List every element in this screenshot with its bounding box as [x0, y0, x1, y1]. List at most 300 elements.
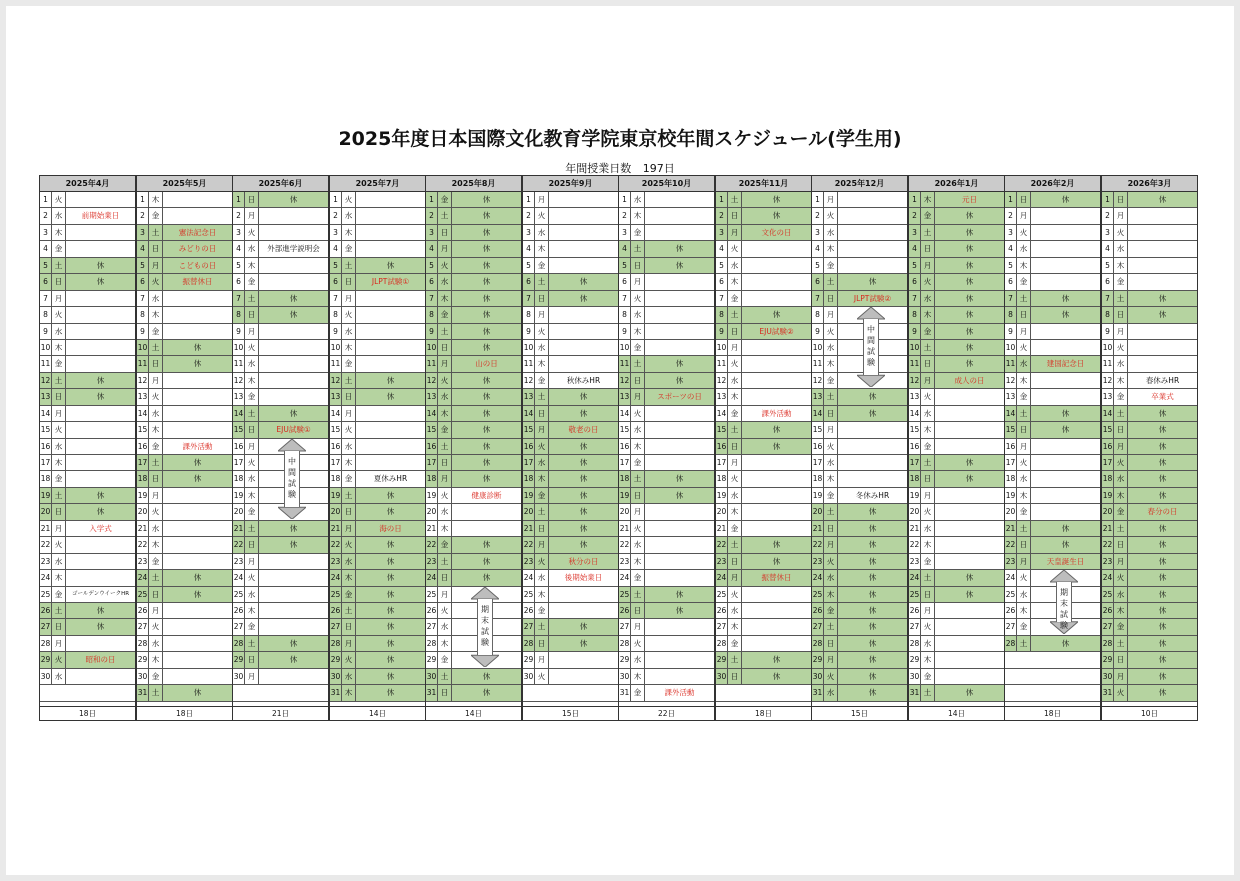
weekday: 日 [342, 389, 356, 404]
day-number: 29 [909, 652, 921, 667]
weekday: 水 [342, 208, 356, 223]
day-event: 休 [772, 556, 781, 566]
day-row [137, 603, 232, 619]
day-event: 休 [482, 293, 491, 303]
day-event [742, 340, 811, 355]
day-row [909, 225, 1004, 241]
weekday: 日 [631, 603, 645, 618]
day-row [1005, 422, 1100, 438]
day-number: 28 [523, 636, 535, 651]
day-event: 休 [675, 359, 684, 369]
day-number: 11 [1005, 356, 1017, 371]
day-event: 休 [965, 310, 974, 320]
day-event: 休 [965, 589, 974, 599]
weekday: 月 [728, 570, 742, 585]
weekday: 金 [824, 258, 838, 273]
day-row [330, 570, 425, 586]
day-number: 1 [1102, 192, 1114, 207]
weekday: 火 [728, 471, 742, 486]
weekday: 月 [342, 636, 356, 651]
day-number: 22 [137, 537, 149, 552]
weekday: 日 [535, 291, 549, 306]
day-event: 休 [965, 688, 974, 698]
day-event: 休 [289, 408, 298, 418]
day-number: 6 [619, 274, 631, 289]
day-row [330, 340, 425, 356]
day-number: 23 [716, 554, 728, 569]
weekday: 水 [342, 554, 356, 569]
day-number: 25 [1102, 587, 1114, 602]
day-row [619, 471, 714, 487]
day-event: 休 [868, 638, 877, 648]
day-row [233, 669, 328, 685]
day-number: 26 [137, 603, 149, 618]
day-row [40, 471, 135, 487]
exam-label: 中 間 試 験 [284, 451, 300, 507]
weekday: 土 [342, 373, 356, 388]
weekday: 水 [631, 537, 645, 552]
arrow-head-up [1050, 570, 1078, 582]
day-number: 7 [426, 291, 438, 306]
day-row [1102, 324, 1197, 340]
day-number: 17 [1102, 455, 1114, 470]
day-event [259, 340, 328, 355]
day-number: 5 [619, 258, 631, 273]
day-row [909, 669, 1004, 685]
day-number: 7 [40, 291, 52, 306]
day-event: 休 [1158, 195, 1167, 204]
weekday: 日 [342, 274, 356, 289]
day-event [645, 225, 714, 240]
day-row [137, 521, 232, 537]
day-number: 10 [1005, 340, 1017, 355]
month-header: 2026年2月 [1005, 176, 1100, 192]
day-event: 休 [1158, 408, 1167, 418]
weekday: 月 [1114, 208, 1128, 223]
month-header: 2025年11月 [716, 176, 811, 192]
day-row [619, 389, 714, 405]
day-number: 2 [426, 208, 438, 223]
day-row [812, 587, 907, 603]
day-number: 3 [619, 225, 631, 240]
day-number: 8 [233, 307, 245, 322]
day-event: 休 [386, 260, 395, 270]
day-row [426, 389, 521, 405]
day-row [523, 488, 618, 504]
day-number: 10 [233, 340, 245, 355]
day-event [549, 356, 618, 371]
weekday: 土 [52, 258, 66, 273]
month-total-days: 14日 [909, 706, 1004, 720]
day-row [137, 340, 232, 356]
day-row [523, 356, 618, 372]
day-row [523, 274, 618, 290]
weekday: 火 [535, 439, 549, 454]
weekday: 木 [149, 537, 163, 552]
day-event: スポーツの日 [657, 392, 702, 402]
day-event [259, 356, 328, 371]
weekday: 月 [149, 373, 163, 388]
weekday: 水 [1114, 241, 1128, 256]
day-event: 休 [868, 408, 877, 418]
day-row [523, 587, 618, 603]
day-number: 25 [426, 587, 438, 602]
day-event [742, 389, 811, 404]
day-row [909, 488, 1004, 504]
day-event [163, 192, 232, 207]
day-event: 休 [96, 375, 105, 385]
day-event: 休 [868, 540, 877, 550]
weekday: 火 [438, 258, 452, 273]
day-row [233, 554, 328, 570]
weekday: 土 [245, 636, 259, 651]
day-event: 休 [482, 474, 491, 484]
day-event: 振替休日 [182, 277, 213, 287]
day-row [1005, 225, 1100, 241]
day-event: 休 [1158, 671, 1167, 681]
weekday: 木 [631, 324, 645, 339]
day-event: 休 [1158, 425, 1167, 435]
day-number: 23 [330, 554, 342, 569]
weekday: 火 [1017, 455, 1031, 470]
day-number: 12 [812, 373, 824, 388]
day-row [716, 208, 811, 224]
month-header: 2025年9月 [523, 176, 618, 192]
day-row [523, 570, 618, 586]
weekday: 土 [921, 570, 935, 585]
day-number: 6 [523, 274, 535, 289]
day-event: 休 [579, 622, 588, 632]
day-event [66, 422, 135, 437]
month-header: 2025年12月 [812, 176, 907, 192]
day-row [619, 587, 714, 603]
day-row [619, 324, 714, 340]
weekday: 日 [728, 439, 742, 454]
day-row [330, 471, 425, 487]
day-number: 26 [1102, 603, 1114, 618]
day-event [1031, 389, 1100, 404]
weekday: 火 [824, 439, 838, 454]
day-event: 休 [289, 523, 298, 533]
weekday: 金 [535, 488, 549, 503]
day-number: 25 [1005, 587, 1017, 602]
day-event: 休 [1158, 638, 1167, 648]
day-number: 24 [330, 570, 342, 585]
exam-period-arrow [1050, 570, 1078, 634]
day-row [40, 422, 135, 438]
day-row [523, 439, 618, 455]
weekday: 日 [824, 521, 838, 536]
day-event: 休 [579, 638, 588, 648]
day-row [1102, 439, 1197, 455]
exam-label: 期 末 試 験 [477, 599, 493, 655]
weekday: 金 [149, 439, 163, 454]
day-row [40, 192, 135, 208]
day-event [549, 324, 618, 339]
day-number: 28 [716, 636, 728, 651]
day-row [426, 439, 521, 455]
day-number: 27 [523, 619, 535, 634]
day-event [742, 291, 811, 306]
weekday: 木 [245, 373, 259, 388]
day-event [645, 208, 714, 223]
day-number: 7 [1005, 291, 1017, 306]
weekday: 水 [52, 208, 66, 223]
day-number: 11 [40, 356, 52, 371]
day-row [716, 406, 811, 422]
day-event [935, 406, 1004, 421]
day-row [137, 636, 232, 652]
day-number: 2 [137, 208, 149, 223]
day-number: 13 [40, 389, 52, 404]
day-row [909, 340, 1004, 356]
day-event: 文化の日 [761, 227, 792, 237]
day-number: 26 [1005, 603, 1017, 618]
day-number: 7 [619, 291, 631, 306]
weekday: 月 [52, 291, 66, 306]
day-event [838, 439, 907, 454]
weekday: 金 [921, 439, 935, 454]
weekday: 月 [245, 324, 259, 339]
day-number: 24 [1102, 570, 1114, 585]
weekday: 金 [342, 471, 356, 486]
weekday: 火 [245, 340, 259, 355]
day-event: 休 [193, 342, 202, 352]
weekday: 日 [1017, 537, 1031, 552]
day-row [330, 208, 425, 224]
day-number: 18 [233, 471, 245, 486]
day-row [812, 291, 907, 307]
weekday: 月 [1114, 439, 1128, 454]
day-number: 21 [233, 521, 245, 536]
day-row [233, 570, 328, 586]
day-row [1102, 373, 1197, 389]
weekday: 月 [1114, 554, 1128, 569]
day-row [426, 471, 521, 487]
day-number: 4 [233, 241, 245, 256]
day-row [716, 504, 811, 520]
day-event [935, 422, 1004, 437]
weekday: 日 [1114, 652, 1128, 667]
day-row [40, 406, 135, 422]
day-number: 14 [137, 406, 149, 421]
day-number: 3 [426, 225, 438, 240]
day-number: 21 [1102, 521, 1114, 536]
day-number: 12 [1102, 373, 1114, 388]
exam-label: 期 末 試 験 [1056, 582, 1072, 622]
day-number: 27 [137, 619, 149, 634]
weekday: 金 [631, 225, 645, 240]
day-event: 休 [482, 195, 491, 204]
day-row [619, 603, 714, 619]
day-number: 19 [137, 488, 149, 503]
weekday: 木 [245, 488, 259, 503]
day-event: 休 [868, 392, 877, 402]
day-row [330, 192, 425, 208]
day-number: 18 [716, 471, 728, 486]
day-row [716, 356, 811, 372]
day-row [426, 258, 521, 274]
day-number: 8 [812, 307, 824, 322]
day-row [426, 340, 521, 356]
weekday: 金 [921, 208, 935, 223]
month-header: 2026年1月 [909, 176, 1004, 192]
day-row [909, 455, 1004, 471]
day-number: 24 [1005, 570, 1017, 585]
day-row [137, 471, 232, 487]
day-number: 20 [233, 504, 245, 519]
day-row [40, 587, 135, 603]
day-number: 11 [1102, 356, 1114, 371]
weekday: 火 [1114, 455, 1128, 470]
day-event [645, 504, 714, 519]
weekday: 火 [728, 241, 742, 256]
weekday: 土 [728, 422, 742, 437]
weekday: 水 [824, 685, 838, 700]
day-number: 28 [1005, 636, 1017, 651]
weekday: 土 [1114, 636, 1128, 651]
day-number: 7 [523, 291, 535, 306]
day-event: 休 [675, 244, 684, 254]
day-event: 休 [675, 474, 684, 484]
month-column [811, 175, 908, 721]
day-event [1031, 439, 1100, 454]
weekday: 木 [52, 570, 66, 585]
weekday: 火 [631, 636, 645, 651]
day-number: 2 [909, 208, 921, 223]
day-event [356, 455, 425, 470]
day-number: 17 [1005, 455, 1017, 470]
day-event: 休 [482, 326, 491, 336]
day-event: 休 [289, 540, 298, 550]
weekday: 火 [438, 488, 452, 503]
day-number: 13 [523, 389, 535, 404]
weekday: 水 [438, 619, 452, 634]
day-row [1005, 488, 1100, 504]
day-event [259, 274, 328, 289]
day-number: 21 [909, 521, 921, 536]
weekday: 日 [824, 406, 838, 421]
day-number: 6 [1102, 274, 1114, 289]
weekday: 水 [245, 356, 259, 371]
day-event [66, 406, 135, 421]
day-number: 31 [137, 685, 149, 700]
day-row [523, 373, 618, 389]
day-event: 休 [965, 342, 974, 352]
day-number: 13 [619, 389, 631, 404]
day-event [838, 225, 907, 240]
day-event [1128, 208, 1197, 223]
weekday: 水 [245, 587, 259, 602]
day-number: 21 [40, 521, 52, 536]
weekday: 金 [631, 340, 645, 355]
day-row [40, 307, 135, 323]
day-number: 25 [619, 587, 631, 602]
day-row [137, 669, 232, 685]
day-event: 休 [386, 507, 395, 517]
day-event [356, 439, 425, 454]
weekday: 金 [1114, 504, 1128, 519]
day-event: 休 [1158, 622, 1167, 632]
day-number: 26 [909, 603, 921, 618]
day-row [330, 636, 425, 652]
weekday: 水 [149, 291, 163, 306]
empty-day-row [1005, 669, 1100, 685]
day-event: 課外活動 [182, 441, 213, 451]
day-row [137, 488, 232, 504]
day-event: 休 [868, 556, 877, 566]
day-event: 休 [96, 392, 105, 402]
weekday: 水 [535, 570, 549, 585]
weekday: 金 [1017, 504, 1031, 519]
day-event: 休 [1061, 293, 1070, 303]
day-number: 30 [330, 669, 342, 684]
day-row [1102, 208, 1197, 224]
day-number: 28 [233, 636, 245, 651]
day-row [233, 274, 328, 290]
weekday: 金 [728, 521, 742, 536]
day-event: 休 [482, 277, 491, 287]
weekday: 水 [149, 636, 163, 651]
day-row [1102, 570, 1197, 586]
day-row [812, 554, 907, 570]
day-number: 27 [426, 619, 438, 634]
weekday: 月 [631, 619, 645, 634]
day-number: 11 [330, 356, 342, 371]
weekday: 土 [438, 554, 452, 569]
weekday: 金 [1017, 619, 1031, 634]
weekday: 土 [728, 307, 742, 322]
day-number: 14 [1005, 406, 1017, 421]
day-number: 2 [523, 208, 535, 223]
weekday: 木 [342, 570, 356, 585]
day-row [137, 685, 232, 701]
day-event: 休 [1158, 573, 1167, 583]
day-event [356, 422, 425, 437]
annual-days-summary [0, 160, 1240, 176]
day-row [426, 455, 521, 471]
day-row [812, 192, 907, 208]
day-row [233, 537, 328, 553]
day-event [356, 406, 425, 421]
day-row [909, 208, 1004, 224]
weekday: 木 [1114, 603, 1128, 618]
day-event [163, 504, 232, 519]
weekday: 水 [1017, 587, 1031, 602]
day-event [549, 241, 618, 256]
weekday: 金 [631, 685, 645, 700]
day-number: 22 [1005, 537, 1017, 552]
weekday: 水 [1114, 471, 1128, 486]
day-row [40, 652, 135, 668]
weekday: 木 [824, 471, 838, 486]
day-row [909, 619, 1004, 635]
day-number: 16 [716, 439, 728, 454]
day-row [40, 324, 135, 340]
day-number: 19 [812, 488, 824, 503]
weekday: 土 [824, 389, 838, 404]
weekday: 月 [535, 537, 549, 552]
day-number: 19 [619, 488, 631, 503]
day-row [40, 258, 135, 274]
day-row [716, 554, 811, 570]
arrow-head-down [471, 655, 499, 667]
weekday: 日 [824, 291, 838, 306]
day-event: 休 [772, 425, 781, 435]
day-row [716, 619, 811, 635]
weekday: 木 [52, 340, 66, 355]
weekday: 金 [631, 570, 645, 585]
